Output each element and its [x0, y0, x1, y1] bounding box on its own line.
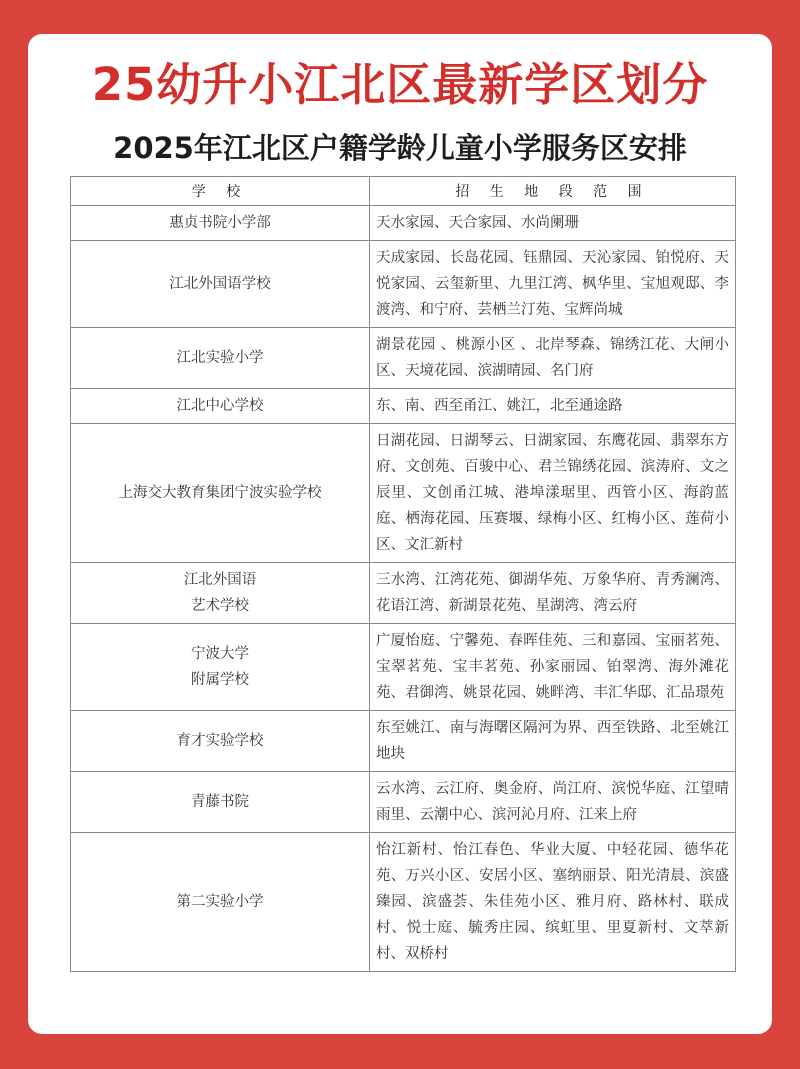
enrollment-area-cell: 云水湾、云江府、奥金府、尚江府、滨悦华庭、江望晴雨里、云潮中心、滨河沁月府、江来上府	[370, 772, 736, 833]
column-header-area: 招 生 地 段 范 围	[370, 177, 736, 206]
corner-shadow	[700, 1000, 800, 1069]
school-name-cell: 育才实验学校	[71, 711, 370, 772]
enrollment-area-cell: 东至姚江、南与海曙区隔河为界、西至铁路、北至姚江地块	[370, 711, 736, 772]
table-row	[71, 328, 736, 389]
enrollment-area-cell: 日湖花园、日湖琴云、日湖家园、东鹰花园、翡翠东方府、文创苑、百骏中心、君兰锦绣花园、滨涛府、文之辰里、文创甬江城、港埠漾琚里、西管小区、海韵蓝庭、栖海花园、压赛堰、绿梅小区、红梅小区、莲荷小区、文汇新村	[370, 424, 736, 563]
table-row	[71, 711, 736, 772]
enrollment-area-cell: 怡江新村、怡江春色、华业大厦、中轻花园、德华花苑、万兴小区、安居小区、塞纳丽景、阳光清晨、滨盛臻园、滨盛荟、朱佳苑小区、雅月府、路林村、联成村、悦士庭、毓秀庄园、缤虹里、里夏新村、文萃新村、双桥村	[370, 833, 736, 972]
school-district-table-wrapper	[70, 176, 735, 972]
table-body	[71, 206, 736, 972]
school-name-cell: 江北中心学校	[71, 389, 370, 424]
table-header-row	[71, 177, 736, 206]
school-name-cell: 上海交大教育集团宁波实验学校	[71, 424, 370, 563]
enrollment-area-cell: 东、南、西至甬江、姚江，北至通途路	[370, 389, 736, 424]
school-name-cell: 青藤书院	[71, 772, 370, 833]
school-district-table	[70, 176, 736, 972]
school-name-cell: 江北外国语学校	[71, 241, 370, 328]
table-row	[71, 563, 736, 624]
table-row	[71, 206, 736, 241]
enrollment-area-cell: 天水家园、天合家园、水尚阑珊	[370, 206, 736, 241]
table-row	[71, 772, 736, 833]
enrollment-area-cell: 湖景花园 、桃源小区 、北岸琴森、锦绣江花、大闸小区、天境花园、滨湖晴园、名门府	[370, 328, 736, 389]
table-row	[71, 389, 736, 424]
table-row	[71, 624, 736, 711]
school-name-cell: 江北外国语 艺术学校	[71, 563, 370, 624]
table-row	[71, 241, 736, 328]
enrollment-area-cell: 广厦怡庭、宁馨苑、春晖佳苑、三和嘉园、宝丽茗苑、宝翠茗苑、宝丰茗苑、孙家丽园、铂翠湾、海外滩花苑、君御湾、姚景花园、姚畔湾、丰汇华邸、汇品璟苑	[370, 624, 736, 711]
enrollment-area-cell: 三水湾、江湾花苑、御湖华苑、万象华府、青秀澜湾、花语江湾、新湖景花苑、星湖湾、湾云府	[370, 563, 736, 624]
school-name-cell: 江北实验小学	[71, 328, 370, 389]
column-header-school: 学 校	[71, 177, 370, 206]
page-title: 25幼升小江北区最新学区划分	[91, 58, 709, 111]
school-name-cell: 第二实验小学	[71, 833, 370, 972]
content-card	[28, 34, 772, 1034]
table-row	[71, 424, 736, 563]
school-name-cell: 惠贞书院小学部	[71, 206, 370, 241]
school-name-cell: 宁波大学 附属学校	[71, 624, 370, 711]
enrollment-area-cell: 天成家园、长岛花园、钰鼎园、天沁家园、铂悦府、天悦家园、云玺新里、九里江湾、枫华里、宝旭观邸、李渡湾、和宁府、芸栖兰汀苑、宝辉尚城	[370, 241, 736, 328]
table-row	[71, 833, 736, 972]
page-subtitle: 2025年江北区户籍学龄儿童小学服务区安排	[113, 131, 687, 165]
